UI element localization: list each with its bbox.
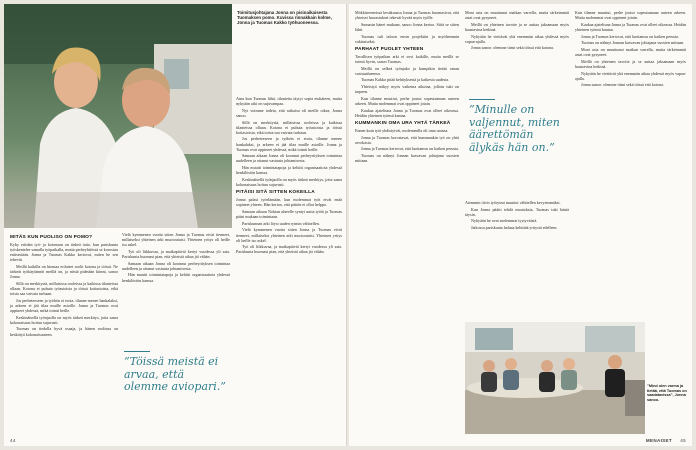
paragraph: Meillä on yhteinen tavoite ja se auttaa jaksamaan myös haastavina hetkinä.: [575, 58, 686, 69]
paragraph: Jos perheteeseen ja työhön ei erota, tilanne menee hankalaksi, ja arkeen ei jää tilaa muille asioille. Jonna ja Tuomas ovat oppineet yhdessä, mikä toimii heille.: [236, 136, 342, 152]
pull-quote: ”Töissä meistä ei arvaa, että olemme aviopari.”: [124, 356, 228, 394]
paragraph: Ennen kuin työt yhdistyivät, molemmilla oli oma uransa.: [355, 127, 449, 133]
column-4: [355, 10, 459, 165]
column-1: [10, 232, 118, 338]
paragraph: Tuomas Kakko pitää kehityksestä ja kaikesta uudesta.: [361, 77, 450, 83]
paragraph: Jonna ja Tuomas kertovat, että luottamus on kaiken perusta.: [361, 146, 460, 152]
paragraph: Tuomas on nähnyt Jonnan kasvavan johtajana vuosien mittaan.: [355, 153, 459, 164]
column-3: [236, 96, 342, 256]
pull-quote: ”Minulle on valjennut, miten äärettömän älykäs hän on.”: [469, 104, 565, 154]
photo-caption: ”Mind olen varma ja tietää, että Tuomas on saadatavissa”, Jonna sanoo.: [647, 384, 687, 402]
section-heading: PITÄISI SITÄ SITTEN KOKEILLA: [236, 190, 315, 196]
section-heading: KUMMANKIN OMA URA YHTÄ TÄRKEÄ: [355, 120, 451, 126]
paragraph: Nykyään he viettävät yhä enemmän aikaa yhdessä myös vapaa-ajalla.: [575, 70, 686, 81]
paragraph: Yhteistyö näkyy myös vaikeina aikoina, jolloin tuki on tarpeen.: [355, 84, 459, 95]
paragraph: Kyky erittäin työ- ja kotonaan on tärkeä taito, kun pariskunta työskentelee samalla työpaikalla, mutta perheyhtiössä se korostuu entisestään. Jonna ja Tuomas Kakko kertovat, miten he sen tekevät.: [10, 242, 118, 263]
paragraph: Tuomas on nähnyt Jonnan kasvavan johtajana vuosien mittaan.: [581, 40, 685, 46]
paragraph: Nykyään he ovat molemmat tyytyväisiä.: [471, 218, 538, 224]
section-heading: MITÄS KUN PUOLISO ON POMO?: [10, 235, 93, 240]
page-number: 44: [10, 438, 16, 443]
couple-photo: [4, 4, 232, 228]
paragraph: Aiemmin tiivis työrytmi muuttui vähitellen kevyemmäksi.: [465, 200, 561, 205]
paragraph: Hän muutti toimintatapoja ja kehitti organisaatiota yhdessä henkilöstön kanssa.: [236, 165, 342, 176]
magazine-name: [646, 438, 672, 443]
paragraph: Keskinäisellä työnjaolla on myös tärkeä merkitys, jotta sama kokonaisuus hoituu sujuvasti.: [236, 176, 342, 187]
paragraph: Nyt voimme todeta, että ratkaisu oli meille oikea, Jonna sanoo.: [236, 107, 342, 118]
paragraph: Meillä on selkeä työnjako ja kumpikin tietää oman vastuualueensa.: [355, 65, 459, 76]
paragraph: Moni asia on muuttunut matkan varrella, mutta tärkeimmät asiat ovat pysyneet.: [575, 46, 686, 58]
paragraph: Hän muutti toimintatapoja ja kehitti organisaatiota yhdessä henkilöstön kanssa.: [122, 272, 230, 283]
section-heading: PARHAAT PUOLET YHTEEN: [355, 46, 424, 52]
paragraph: Työ oli liikkuvaa, ja matkapäiviä kertyi vuodessa yli sata. Pariskunta huomasi pian, että yhteistä aikaa jäi vähän.: [236, 244, 342, 255]
magazine-title: MENAISET: [645, 438, 672, 443]
column-5: [465, 10, 569, 52]
paragraph: Meillä kaikilla on hiomaa erilaiset roolit kotona ja töissä. Ne tärkeät työkäytännöt meillä on, ja niistä pidetään kiinni, sanoo Jonna.: [10, 264, 118, 280]
paragraph: Vielä kymmenen vuotta sitten Jonna ja Tuomas eivät tienneet, millaiseksi yhteinen arki muotoutuisi. Yhteinen yritys oli heille iso askel.: [122, 232, 230, 248]
column-2: [122, 232, 230, 284]
paragraph: Jos perheteeseen ja työhön ei erota, tilanne menee hankalaksi, ja arkeen ei jää tilaa muille asioille. Jonna ja Tuomas ovat oppineet yhdessä, mikä toimii heille.: [10, 297, 118, 313]
paragraph: Kun tilanne muuttui, perhe joutui sopeutumaan uuteen arkeen. Mutta molemmat ovat oppineet jotain.: [575, 10, 686, 21]
office-photo: [465, 322, 645, 434]
paragraph: Samaan aikaan Jonna oli koonnut perheyrityksen toimintaa uudelleen ja ottanut vastuuta johtamisesta.: [122, 260, 230, 271]
paragraph: Vielä kymmenen vuotta sitten Jonna ja Tuomas eivät tienneet, millaiseksi yhteinen arki muotoutuisi. Yhteinen yritys oli heille iso askel.: [236, 227, 342, 243]
paragraph: Meillä on yhteinen tavoite ja se auttaa jaksamaan myös haastavina hetkinä.: [465, 21, 569, 32]
right-page: [349, 4, 692, 446]
paragraph: Tuomas tuli taloon ensin projektiin ja myöhemmin vakituiseksi.: [355, 33, 459, 44]
left-page: [4, 4, 347, 446]
page-number: 45: [680, 438, 686, 443]
paragraph: Jonna ja Tuomas kertovat, että luottamus on kaiken perusta.: [581, 33, 680, 39]
paragraph: Sillä on merkitystä, millaisissa rooleissa ja kaikissa tilanteissa ollaan. Kotona ei puhuta työasioista ja töissä kotiasioista, eikä toista saa vaivata turhaan.: [10, 280, 118, 297]
photo-caption: Toimitusjohtajana Jonna on pisinaikaisesta Tuomaksen pomo. Kuvissa rinnakkain kolme, Jonna ja Tuomas Kakko työhuoneessa.: [237, 10, 332, 26]
column-6: [575, 10, 686, 89]
paragraph: Kaukaa ajateltuna Jonna ja Tuomas ovat olleet oikeassa. Heidän yhteinen työnsä kantaa.: [575, 21, 686, 32]
column-5b: [465, 200, 569, 232]
paragraph: Kaukaa ajateltuna Jonna ja Tuomas ovat olleet oikeassa. Heidän yhteinen työnsä kantaa.: [355, 107, 459, 118]
paragraph: Nykyään he viettävät yhä enemmän aikaa yhdessä myös vapaa-ajalla.: [465, 33, 569, 44]
paragraph: Jonna ja Tuomas korostavat, että kummankin työ on yhtä arvokasta.: [355, 134, 459, 145]
paragraph: Jonna sanoo: olemme tiimi sekä töissä että kotona.: [581, 82, 664, 88]
paragraph: Kun tilanne muuttui, perhe joutui sopeutumaan uuteen arkeen. Mutta molemmat ovat oppineet jotain.: [355, 95, 459, 106]
paragraph: Mökkitreeneissä kesäkuussa Jonna ja Tuomas huomasivat, että yhteiset harrastukset tekevät hyvää myös työlle.: [355, 10, 459, 21]
paragraph: Jonna sanoo: olemme tiimi sekä töissä että kotona.: [471, 45, 554, 51]
paragraph: Keskinäisellä työnjaolla on myös tärkeä merkitys, jotta sama kokonaisuus hoituu sujuvasti.: [10, 314, 118, 325]
paragraph: Työ oli liikkuvaa, ja matkapäiviä kertyi vuodessa yli sata. Pariskunta huomasi pian, että yhteistä aikaa jäi vähän.: [122, 248, 230, 259]
paragraph: Pariskunnan arki löysi uuden rytmin vähitellen.: [242, 220, 320, 226]
paragraph: Sillä on merkitystä, millaisissa rooleissa ja kaikissa tilanteissa ollaan. Kotona ei puhuta työasioista ja töissä kotiasioista, eikä toista saa vaivata turhaan.: [236, 119, 342, 135]
paragraph: Jatkossa pariskunta haluaa kehittää yritystä edelleen.: [471, 225, 558, 231]
paragraph: Moni asia on muuttunut matkan varrella, mutta tärkeimmät asiat ovat pysyneet.: [465, 10, 569, 21]
paragraph: Samaan aikaan Nokian alueelle syntyi uutta työtä ja Tuomas pääsi mukaan toimintaan.: [236, 208, 342, 220]
paragraph: Aina kun Tuomas lähti, tilanteita täytyi sopia etukäteen, mutta nykyään arki on sujuvampaa.: [236, 96, 342, 107]
paragraph: Kun Jonna päätti tehdä muutoksia, Tuomas tuki häntä täysin.: [465, 206, 569, 217]
paragraph: Samaan aikaan Jonna oli koonnut perheyrityksen toimintaa uudelleen ja ottanut vastuuta johtamisesta.: [236, 153, 342, 164]
paragraph: Tavallisen työpaikan arki ei sovi kaikille, mutta meillä se toimii hyvin, sanoo Tuomas.: [355, 53, 459, 64]
paragraph: Tuomas on tiedolla hyvä osaaja, ja hänen roolinsa on keskittyä kokonaisuuteen.: [10, 326, 118, 337]
paragraph: Sumasin hänet mukaan, sanoo Jonna kertoo. Siitä se sitten lähti.: [355, 21, 459, 32]
paragraph: Jonna palasi työelämään, kun molemmat työt eivät enää sopineet yhteen. Hän kertoo, että päätös ei ollut helppo.: [236, 197, 342, 208]
